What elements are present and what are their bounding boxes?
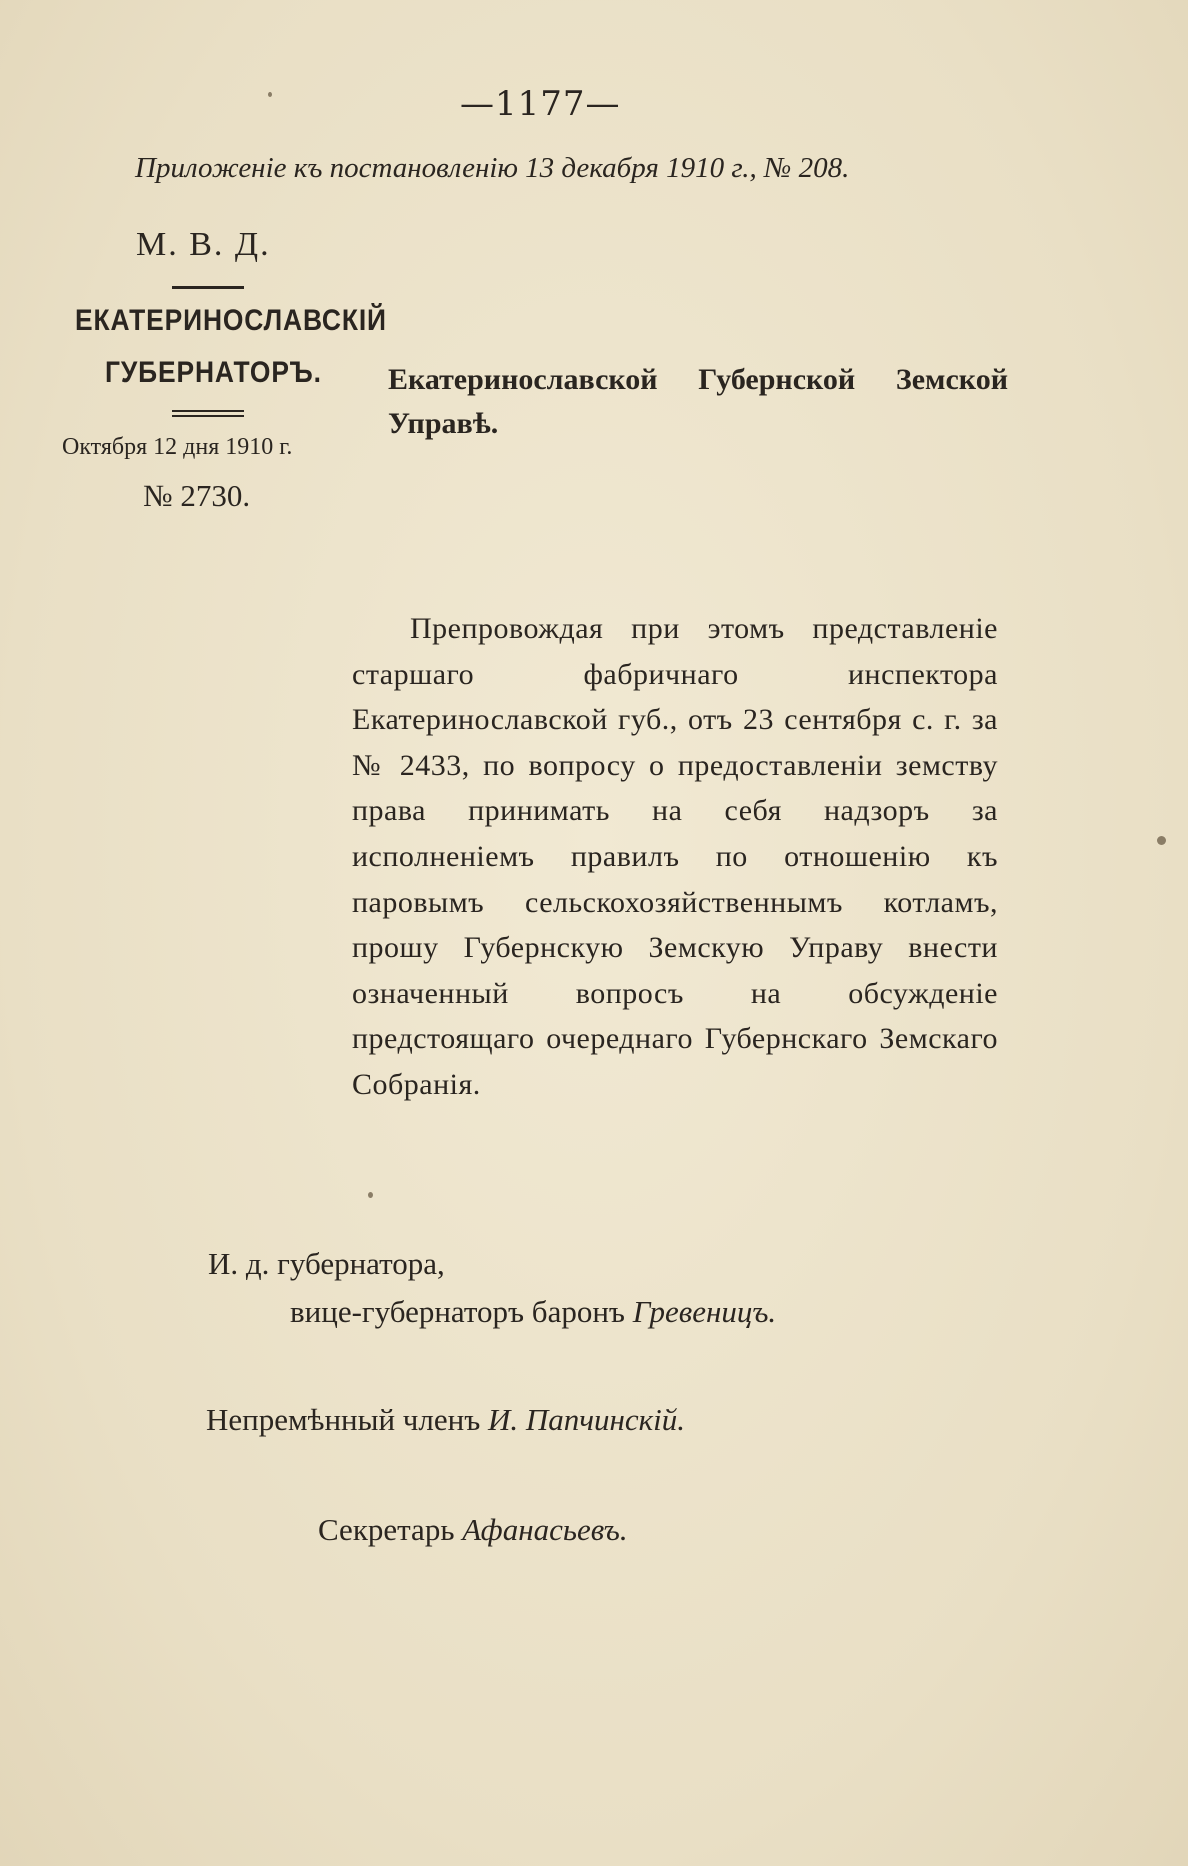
signature-governor [290,1294,776,1330]
letter-body: Препровождая при этомъ представленіе старшаго фабричнаго инспектора Екатеринославской губ., отъ 23 сентября с. г. за № 2433, по вопросу о предоставленіи земству права принимать на себя надзоръ за исполненіемъ правилъ по отношенію къ паровымъ сельскохозяйственнымъ котламъ, прошу Губернскую Земскую Управу внести означенный вопросъ на обсужденіе предстоящаго очереднаго Губернскаго Земскаго Собранія. [352,612,998,1101]
office-title-line1: ЕКАТЕРИНОСЛАВСКІЙ [75,304,387,337]
appendix-note: Приложеніе къ постановленію 13 декабря 1910 г., № 208. [135,152,850,184]
ministry-heading: М. В. Д. [136,226,271,263]
signature-title: вице-губернаторъ баронъ [290,1294,633,1329]
office-title-line2: ГУБЕРНАТОРЪ. [105,356,322,389]
signature-name: Гревеницъ. [632,1294,777,1329]
signature-secretary [318,1512,628,1548]
signature-member [206,1402,685,1438]
signature-name: И. Папчинскій. [487,1402,686,1437]
addressee: Екатеринославской Губернской Земской Управѣ. [388,363,1008,440]
paper-speck [1157,836,1166,845]
document-number: № 2730. [143,478,251,513]
paper-speck [268,92,272,97]
signature-title: Секретарь [318,1512,463,1547]
paper-speck [368,1192,373,1198]
signature-role: И. д. губернатора, [208,1246,445,1281]
double-divider [172,410,244,412]
divider [172,286,244,289]
signature-name: Афанасьевъ. [462,1512,628,1547]
page-number: —1177— [460,84,621,124]
signature-title: Непремѣнный членъ [206,1402,488,1437]
document-date: Октября 12 дня 1910 г. [62,434,293,460]
